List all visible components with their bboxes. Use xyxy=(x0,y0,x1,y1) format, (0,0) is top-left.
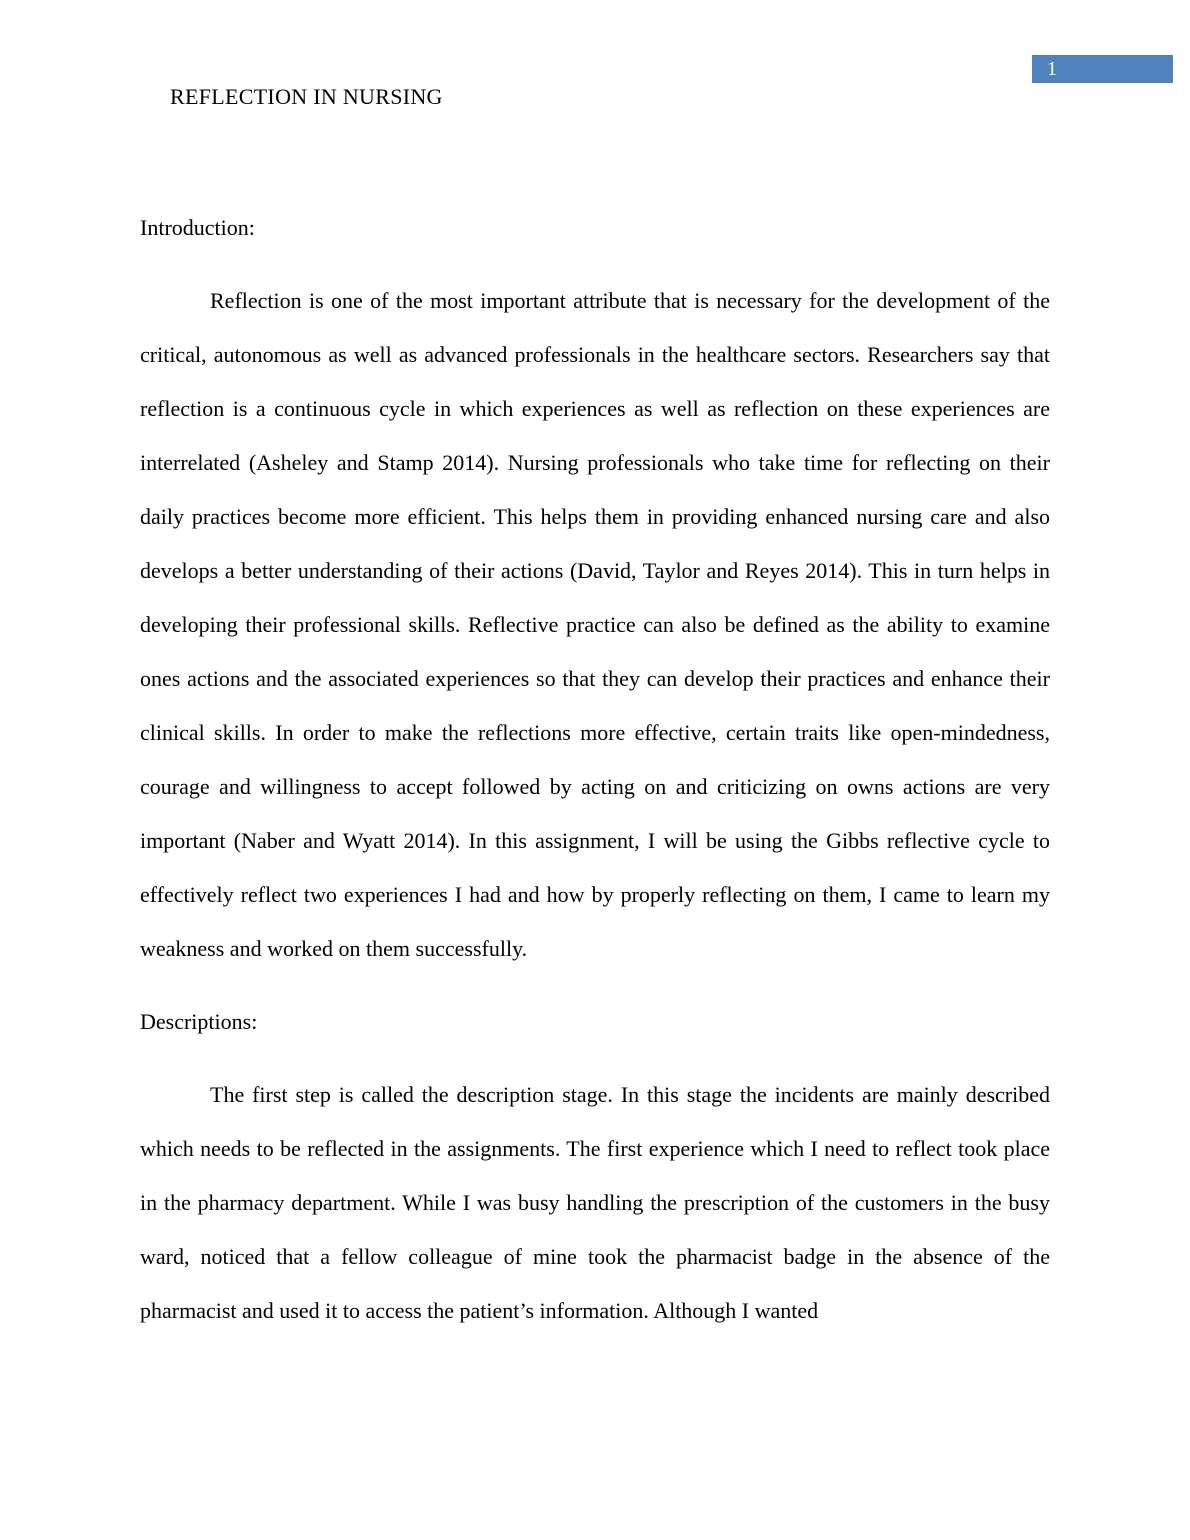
paragraph-introduction: Reflection is one of the most important attribute that is necessary for the development of the critical, autonomous as well as advanced professionals in the healthcare sectors. Researchers say that reflection is a continuous cycle in which experiences as well as reflection on these experiences are interrelated (Asheley and Stamp 2014). Nursing professionals who take time for reflecting on their daily practices become more efficient. This helps them in providing enhanced nursing care and also develops a better understanding of their actions (David, Taylor and Reyes 2014). This in turn helps in developing their professional skills. Reflective practice can also be defined as the ability to examine ones actions and the associated experiences so that they can develop their practices and enhance their clinical skills. In order to make the reflections more effective, certain traits like open-mindedness, courage and willingness to accept followed by acting on and criticizing on owns actions are very important (Naber and Wyatt 2014). In this assignment, I will be using the Gibbs reflective cycle to effectively reflect two experiences I had and how by properly reflecting on them, I came to learn my weakness and worked on them successfully. xyxy=(140,288,1050,961)
document-body xyxy=(140,201,1050,1357)
section-heading-introduction: Introduction: xyxy=(140,215,255,240)
running-head: REFLECTION IN NURSING xyxy=(170,84,443,109)
page-number-badge xyxy=(1032,55,1173,83)
paragraph-descriptions: The first step is called the description stage. In this stage the incidents are mainly described which needs to be reflected in the assignments. The first experience which I need to reflect took place in the pharmacy department. While I was busy handling the prescription of the customers in the busy ward, noticed that a fellow colleague of mine took the pharmacist badge in the absence of the pharmacist and used it to access the patient’s information. Although I wanted xyxy=(140,1082,1050,1323)
section-heading-descriptions: Descriptions: xyxy=(140,1009,258,1034)
page-number: 1 xyxy=(1047,58,1057,80)
